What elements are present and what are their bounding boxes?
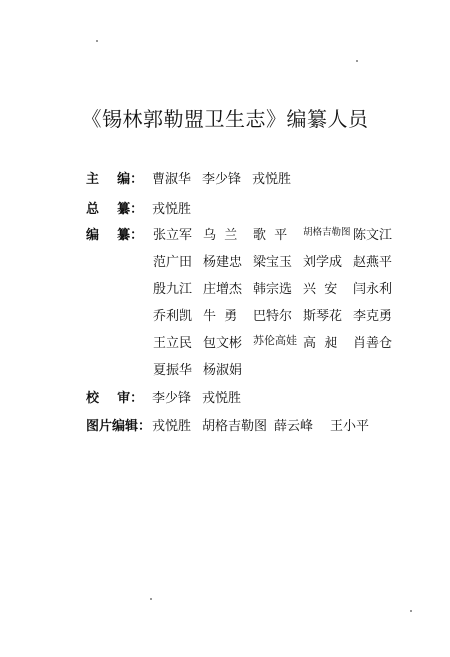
editors-row-2 — [153, 251, 403, 270]
person-name: 李少锋 — [152, 391, 192, 406]
person-name: 庄增杰 — [203, 282, 243, 297]
person-name: 乔利凯 — [153, 309, 193, 324]
person-name: 兴 安 — [303, 282, 338, 297]
person-name: 曹淑华 — [152, 172, 192, 187]
editors-row-6 — [153, 359, 253, 378]
person-name: 杨建忠 — [203, 255, 243, 270]
person-name: 高 昶 — [303, 336, 338, 351]
person-name: 胡格吉勒图 — [202, 419, 268, 434]
photo-editors-label: 图片编辑： — [86, 419, 152, 434]
person-name: 戎悦胜 — [152, 419, 192, 434]
person-name: 薛云峰 — [274, 419, 314, 434]
person-name: 刘学成 — [303, 255, 343, 270]
person-name: 杨淑娟 — [203, 363, 243, 378]
scan-speck — [410, 610, 412, 612]
chief-editors-label: 主 编： — [86, 172, 144, 187]
person-name: 戎悦胜 — [152, 202, 192, 217]
page-title: 《锡林郭勒盟卫生志》编纂人员 — [81, 107, 369, 131]
reviewers-row — [86, 387, 252, 406]
photo-editors-row — [86, 415, 369, 434]
person-name: 赵燕平 — [353, 255, 393, 270]
person-name: 胡格吉勒图 — [303, 227, 351, 238]
person-name: 韩宗选 — [253, 282, 293, 297]
person-name: 王立民 — [153, 336, 193, 351]
scan-speck — [150, 598, 152, 600]
editors-label: 编 纂： — [86, 228, 144, 243]
person-name: 乌 兰 — [203, 228, 238, 243]
person-name: 闫永利 — [353, 282, 393, 297]
person-name: 王小平 — [330, 419, 370, 434]
person-name: 李克勇 — [353, 309, 393, 324]
person-name: 张立军 — [153, 228, 193, 243]
general-editor-label: 总 纂： — [86, 202, 144, 217]
person-name: 苏伦高娃 — [253, 334, 297, 347]
person-name: 梁宝玉 — [253, 255, 293, 270]
editors-row-5 — [153, 332, 403, 351]
editors-label-row — [86, 224, 152, 243]
person-name: 范广田 — [153, 255, 193, 270]
scan-speck — [96, 40, 98, 42]
reviewers-label: 校 审： — [86, 391, 144, 406]
general-editor-row — [86, 198, 191, 217]
person-name: 包文彬 — [203, 336, 243, 351]
editors-row-1 — [153, 224, 403, 243]
person-name: 戎悦胜 — [252, 172, 292, 187]
person-name: 歌 平 — [253, 228, 288, 243]
editors-row-3 — [153, 278, 403, 297]
scan-speck — [356, 60, 358, 62]
person-name: 肖善仓 — [353, 336, 393, 351]
person-name: 夏振华 — [153, 363, 193, 378]
person-name: 殷九江 — [153, 282, 193, 297]
person-name: 戎悦胜 — [202, 391, 242, 406]
person-name: 牛 勇 — [203, 309, 238, 324]
person-name: 李少锋 — [202, 172, 242, 187]
person-name: 巴特尔 — [253, 309, 293, 324]
editors-row-4 — [153, 305, 403, 324]
person-name: 陈文江 — [353, 228, 393, 243]
person-name: 斯琴花 — [303, 309, 343, 324]
chief-editors-row — [86, 168, 302, 187]
